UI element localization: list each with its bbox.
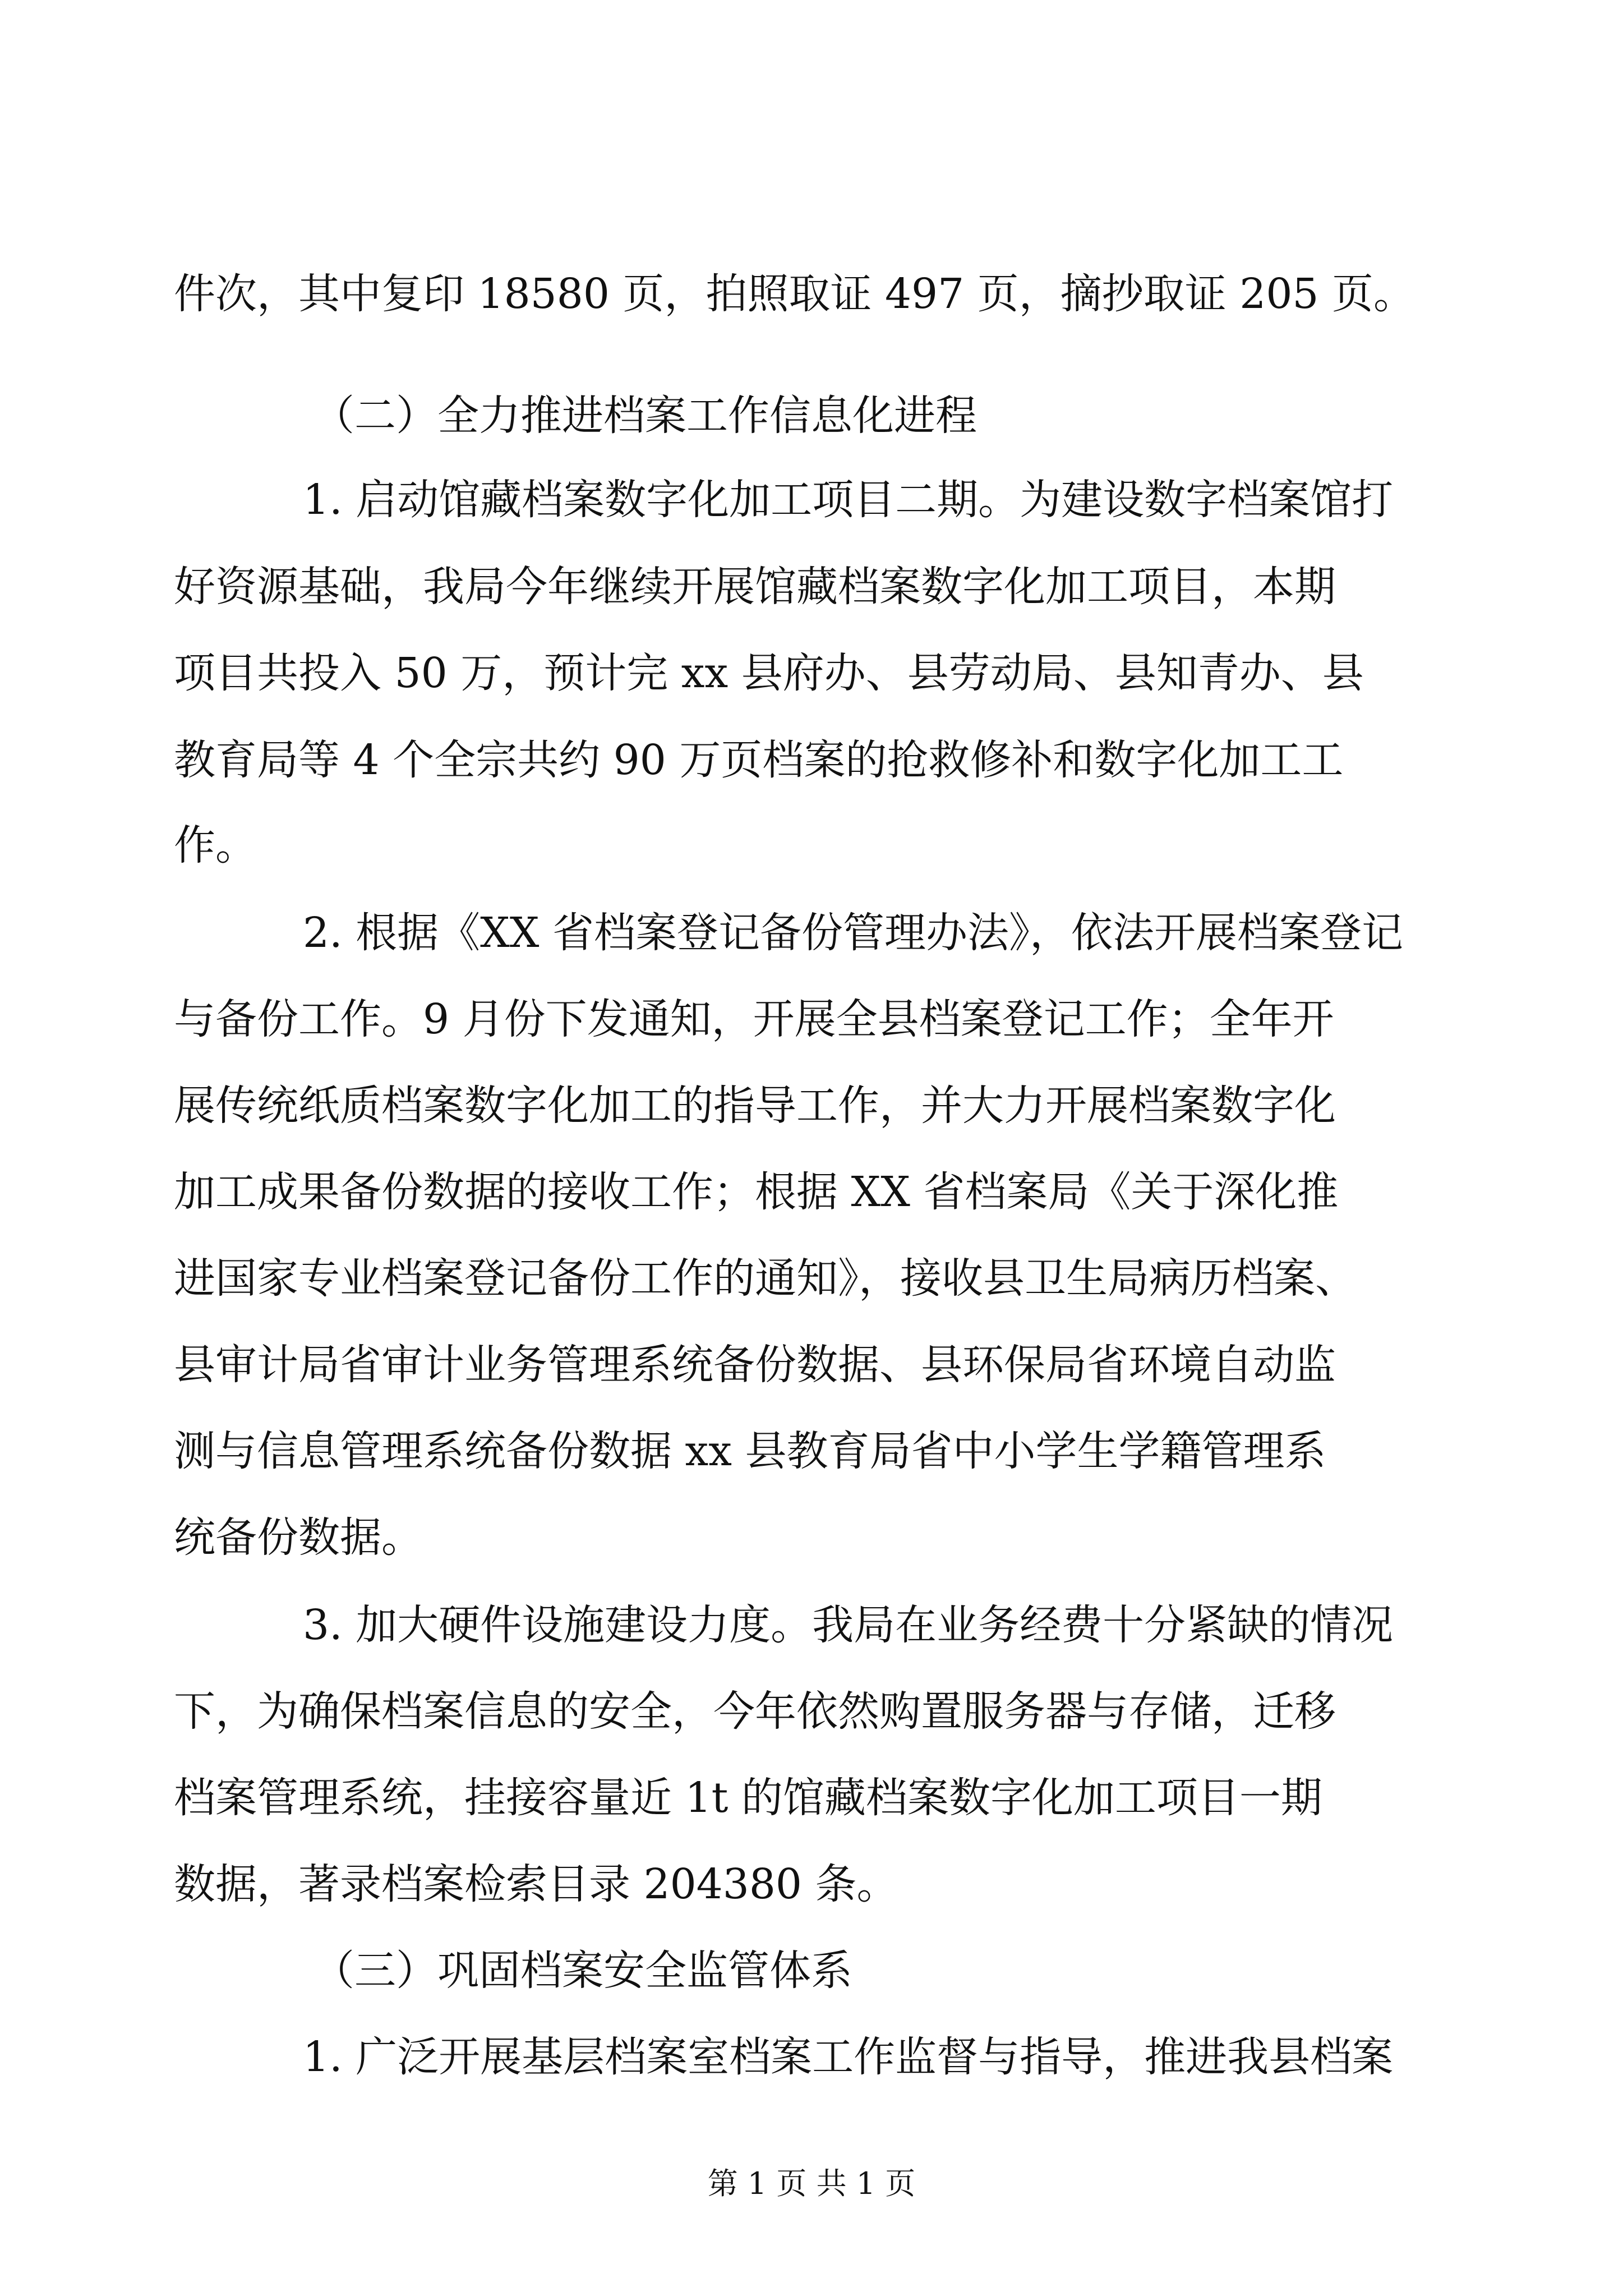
body-line: 加工成果备份数据的接收工作；根据 XX 省档案局《关于深化推 [174, 1168, 1339, 1216]
body-line: 县审计局省审计业务管理系统备份数据、县环保局省环境自动监 [174, 1341, 1336, 1389]
body-line: 件次，其中复印 18580 页，拍照取证 497 页，摘抄取证 205 页。 [174, 270, 1415, 318]
body-line: 数据，著录档案检索目录 204380 条。 [174, 1860, 898, 1908]
body-line: 展传统纸质档案数字化加工的指导工作，并大力开展档案数字化 [174, 1082, 1336, 1130]
body-line: 下，为确保档案信息的安全，今年依然购置服务器与存储，迁移 [174, 1687, 1336, 1736]
body-line: 项目共投入 50 万，预计完 xx 县府办、县劳动局、县知青办、县 [174, 649, 1364, 697]
body-line: 进国家专业档案登记备份工作的通知》，接收县卫生局病历档案、 [174, 1254, 1357, 1303]
body-line: 测与信息管理系统备份数据 xx 县教育局省中小学生学籍管理系 [174, 1427, 1326, 1475]
body-line: 1. 广泛开展基层档案室档案工作监督与指导，推进我县档案 [303, 2033, 1394, 2081]
body-line: 档案管理系统，挂接容量近 1t 的馆藏档案数字化加工项目一期 [174, 1774, 1322, 1822]
page-footer: 第 1 页 共 1 页 [707, 2166, 916, 2201]
section-heading: （二）全力推进档案工作信息化进程 [313, 392, 977, 440]
section-heading: （三）巩固档案安全监管体系 [313, 1947, 852, 1995]
body-line: 与备份工作。9 月份下发通知，开展全县档案登记工作；全年开 [174, 995, 1334, 1043]
body-line: 教育局等 4 个全宗共约 90 万页档案的抢救修补和数字化加工工 [174, 736, 1344, 784]
body-line: 1. 启动馆藏档案数字化加工项目二期。为建设数字档案馆打 [303, 476, 1394, 524]
body-line: 统备份数据。 [174, 1513, 423, 1562]
body-line: 2. 根据《XX 省档案登记备份管理办法》，依法开展档案登记 [303, 909, 1404, 957]
body-line: 作。 [174, 821, 257, 869]
body-line: 3. 加大硬件设施建设力度。我局在业务经费十分紧缺的情况 [303, 1601, 1394, 1649]
body-line: 好资源基础，我局今年继续开展馆藏档案数字化加工项目，本期 [174, 563, 1336, 611]
